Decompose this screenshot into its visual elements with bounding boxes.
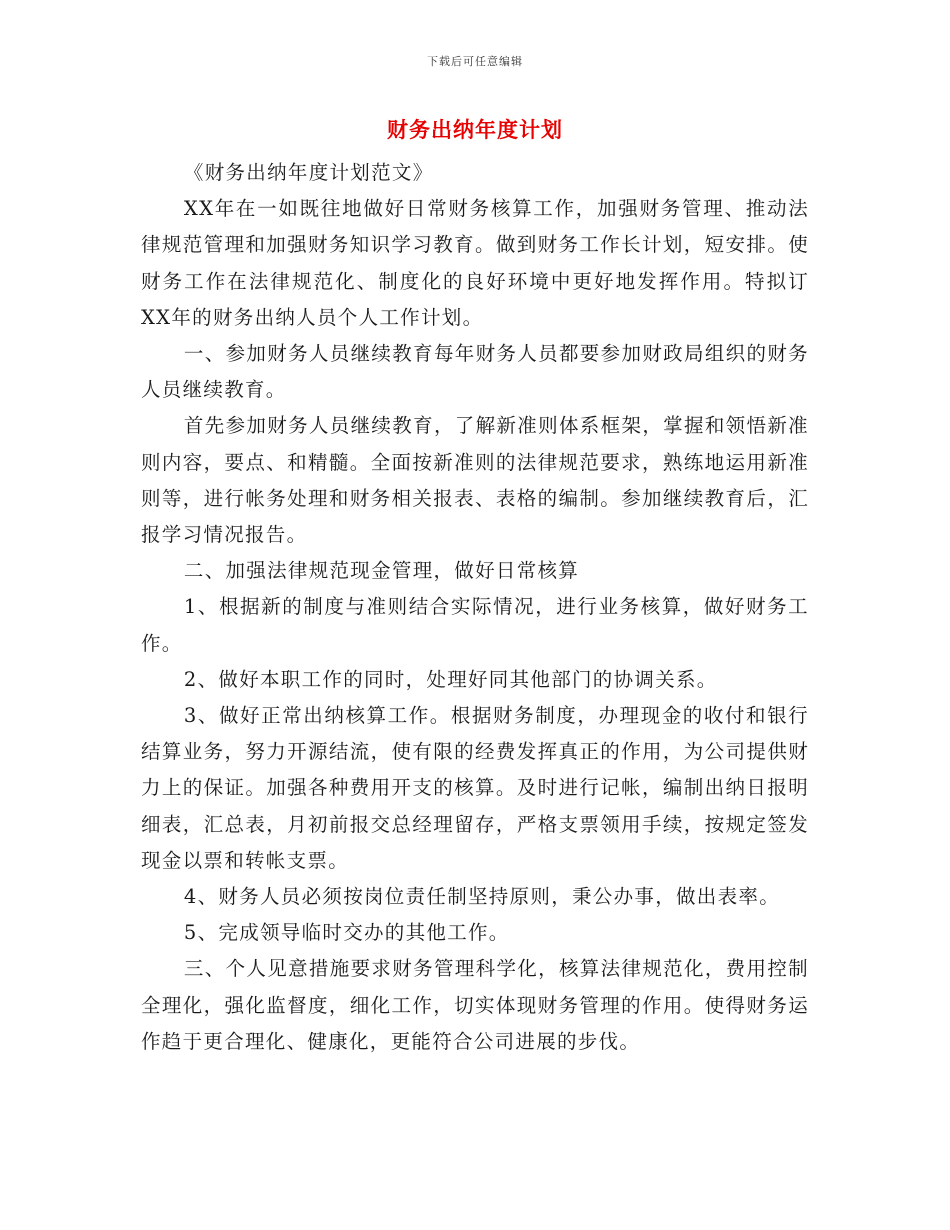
paragraph-item-4: 4、财务人员必须按岗位责任制坚持原则，秉公办事，做出表率。 [183,885,780,909]
paragraph-intro: XX年在一如既往地做好日常财务核算工作，加强财务管理、推动法律规范管理和加强财务知识学习教育。做到财务工作长计划，短安排。使财务工作在法律规范化、制度化的良好环境中更好地发挥作用。特拟订XX年的财务出纳人员个人工作计划。 [141,197,809,329]
paragraph-section-2: 二、加强法律规范现金管理，做好日常核算 [183,559,580,583]
document-body [141,155,809,1060]
paragraph-section-3: 三、个人见意措施要求财务管理科学化，核算法律规范化，费用控制全理化，强化监督度，细化工作，切实体现财务管理的作用。使得财务运作趋于更合理化、健康化，更能符合公司进展的步伐。 [141,957,809,1053]
header-note: 下载后可任意编辑 [427,55,523,68]
paragraph-section-1: 一、参加财务人员继续教育每年财务人员都要参加财政局组织的财务人员继续教育。 [141,342,809,402]
paragraph-subtitle: 《财务出纳年度计划范文》 [183,161,434,184]
paragraph-item-3: 3、做好正常出纳核算工作。根据财务制度，办理现金的收付和银行结算业务，努力开源结流，使有限的经费发挥真正的作用，为公司提供财力上的保证。加强各种费用开支的核算。及时进行记帐，编制出纳日报明细表，汇总表，月初前报交总经理留存，严格支票领用手续，按规定签发现金以票和转帐支票。 [141,704,809,872]
document-title: 财务出纳年度计划 [387,118,563,142]
paragraph-item-5: 5、完成领导临时交办的其他工作。 [183,921,510,945]
paragraph-section-1-detail: 首先参加财务人员继续教育，了解新准则体系框架，掌握和领悟新准则内容，要点、和精髓。全面按新准则的法律规范要求，熟练地运用新准则等，进行帐务处理和财务相关报表、表格的编制。参加继续教育后，汇报学习情况报告。 [141,414,809,547]
paragraph-item-1: 1、根据新的制度与准则结合实际情况，进行业务核算，做好财务工作。 [141,595,809,655]
paragraph-item-2: 2、做好本职工作的同时，处理好同其他部门的协调关系。 [183,667,718,691]
